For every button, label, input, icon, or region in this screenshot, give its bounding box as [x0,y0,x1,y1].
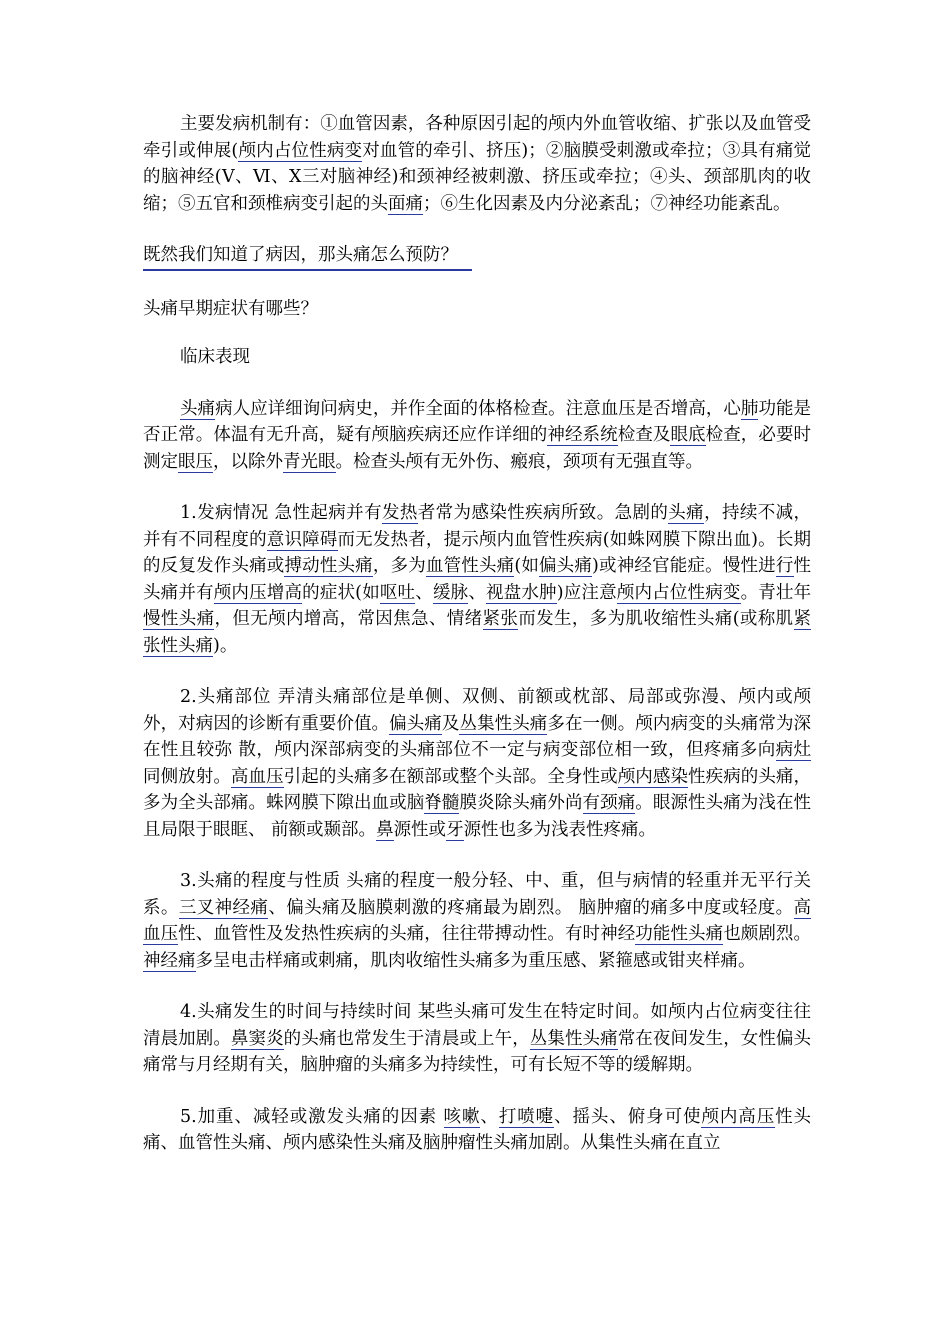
keyword-link[interactable]: 病灶 [775,740,811,760]
keyword-link[interactable]: 意识障碍 [266,529,338,550]
text: 而发生，多为肌收缩性头痛(或称肌 [518,609,794,629]
text: ；⑥生化因素及内分泌紊乱；⑦神经功能紊乱。 [423,193,791,214]
text: 同侧放射。 [143,766,231,787]
prevention-question-link[interactable]: 既然我们知道了病因，那头痛怎么预防？ [143,242,472,271]
text: 2.头痛部位 弄清头痛部位是单侧、双侧、前额或枕部、局部或弥漫、颅内或颅外，对病因的诊断有重要价值。 [143,687,811,734]
keyword-link[interactable]: 颅内高压 [701,1106,776,1127]
keyword-link[interactable]: 神经痛 [143,950,196,971]
keyword-link[interactable]: 紧张 [482,609,519,629]
document-page [143,111,811,1157]
keyword-link[interactable]: 缓脉 [432,582,469,603]
text: 而无发热者，提示颅内血管性疾病(如蛛网膜下隙出血)。长期的反复发作头痛或 [143,529,812,576]
keyword-link[interactable]: 头痛 [180,398,216,419]
keyword-link[interactable]: 高血压 [143,897,812,944]
keyword-link[interactable]: 丛集性头痛 [529,1028,618,1049]
text: 、 [468,582,486,603]
text: 。青壮年 [740,582,812,603]
keyword-link[interactable]: 呕吐 [379,582,416,603]
text: 的头痛也常发生于清晨或上午， [283,1028,530,1049]
text: 者常为感染性疾病所致。急剧的 [417,503,669,523]
keyword-link[interactable]: 高血压 [230,766,284,787]
exam-paragraph [143,396,811,476]
keyword-link[interactable]: 三叉神经痛 [178,897,269,918]
text: 、摇头、俯身可使 [554,1106,702,1127]
text: 。检查头颅有无外伤、瘢痕，颈项有无强直等。 [335,451,703,472]
location-paragraph [143,684,811,843]
text: 性疾病的头痛，多为全头部痛。蛛网膜下隙出血或脑 [143,766,812,813]
text: 的症状(如 [302,582,380,603]
text: 也颇剧烈。 [723,924,812,944]
text: 多呈电击样痛或刺痛，肌肉收缩性头痛多为重压感、紧箍感或钳夹样痛。 [195,950,756,971]
text: 4.头痛发生的时间与持续时间 某些头痛可发生在特定时间。如颅内占位病变往往清晨加剧。 [143,1002,811,1049]
text: 多在一侧。颅内病变的头痛常为深在性且较弥 散，颅内深部病变的头痛部位不一定与病变部位相一致，但疼痛多向 [143,713,812,760]
text: 源性或 [393,819,447,840]
text: 检查，必要时测定 [143,425,812,472]
text: 、偏头痛及脑膜刺激的疼痛最为剧烈。 脑肿瘤的痛多中度或轻度。 [268,897,794,918]
text: 检查及 [617,425,671,445]
keyword-link[interactable]: 颅内占位性病变 [616,582,741,603]
text: ，多为 [372,556,426,576]
keyword-link[interactable]: 面痛 [388,193,423,214]
text: 、 [415,582,433,603]
keyword-link[interactable]: 慢性头痛 [143,609,215,629]
keyword-link[interactable]: 头痛 [668,503,705,523]
text: )或神经官能症。慢性进 [592,556,776,576]
keyword-link[interactable]: 血管性头痛 [425,556,515,576]
keyword-link[interactable]: 功能性头痛 [635,924,724,944]
keyword-link[interactable]: 颅内压增高 [213,582,303,603]
text: ，但无颅内增高，常因焦急、情绪 [214,609,483,629]
text: 病人应详细询问病史，并作全面的体格检查。注意血压是否增高，心 [215,398,741,419]
text: 功能是否正常。体温有无升高，疑有颅脑疾病还应作详细的 [143,398,812,445]
keyword-link[interactable]: 鼻窦炎 [230,1028,284,1049]
keyword-link[interactable]: 发热 [381,503,418,523]
text: 1.发病情况 急性起病并有 [180,503,382,523]
keyword-link[interactable]: 紧张性头痛 [143,609,812,656]
prevention-question-paragraph [143,242,811,271]
keyword-link[interactable]: 偏头痛 [389,713,442,734]
keyword-link[interactable]: 搏动性头痛 [284,556,373,576]
text: 对血管的牵引、挤压)；②脑膜受刺激或牵拉；③具有痛觉的脑神经(Ⅴ、Ⅵ、Ⅹ三对脑神经)和颈神经被刺激、挤压或牵拉；④头、颈部肌肉的收缩；⑤五官和颈椎病变引起的头 [143,140,812,214]
keyword-link[interactable]: 肺 [740,398,759,419]
keyword-link[interactable]: 咳嗽 [443,1106,481,1127]
keyword-link[interactable]: 青光眼 [283,451,336,472]
text: 性、血管性及发热性疾病的头痛，往往带搏动性。有时神经 [178,924,636,944]
text: 膜炎除头痛外尚 [459,793,583,813]
keyword-link[interactable]: 鼻 [376,819,394,840]
early-symptoms-heading: 头痛早期症状有哪些？ [143,298,318,319]
text: (如 [514,556,539,576]
text: 5.加重、减轻或激发头痛的因素 [180,1106,444,1127]
keyword-link[interactable]: 颅内占位性病变 [238,140,363,161]
keyword-link[interactable]: 打喷嚏 [498,1106,555,1127]
keyword-link[interactable]: 眼压 [178,451,213,472]
text: 源性也多为浅表性疼痛。 [463,819,657,840]
text: 性头痛并有 [143,556,812,603]
text: 常在夜间发生，女性偏头痛常与月经期有关，脑肿瘤的头痛多为持续性，可有长短不等的缓解期。 [143,1028,812,1075]
text: ，以除外 [213,451,283,472]
text: 、 [480,1106,499,1127]
timing-paragraph [143,999,811,1079]
keyword-link[interactable]: 神经系统 [547,425,618,445]
keyword-link[interactable]: 颅内感染 [617,766,689,787]
text: 主要发病机制有：①血管因素，各种原因引起的颅内外血管收缩、扩张以及血管受牵引或伸展( [143,114,811,161]
factors-paragraph [143,1104,811,1157]
text: )。 [213,635,238,656]
keyword-link[interactable]: 牙 [446,819,464,840]
onset-paragraph [143,500,811,659]
text: 3.头痛的程度与性质 头痛的程度一般分轻、中、重，但与病情的轻重并无平行关系。 [143,871,811,918]
text: 性头痛、血管性头痛、颅内感染性头痛及脑肿瘤性头痛加剧。从集性头痛在直立 [143,1106,812,1153]
keyword-link[interactable]: 丛集性头痛 [459,713,548,734]
text: ，持续不减，并有不同程度的 [143,503,812,550]
keyword-link[interactable]: 视盘水肿 [486,582,557,603]
text: 。眼源性头痛为浅在性且局限于眼眶、 前额或颞部。 [143,793,812,840]
keyword-link[interactable]: 有颈痛 [582,793,636,813]
severity-paragraph [143,868,811,974]
clinical-heading: 临床表现 [180,347,250,367]
keyword-link[interactable]: 眼底 [670,425,706,445]
mechanism-paragraph [143,111,811,217]
keyword-link[interactable]: 脊髓 [424,793,460,813]
keyword-link[interactable]: 偏头痛 [539,556,593,576]
text: )应注意 [556,582,617,603]
keyword-link[interactable]: 行 [775,556,794,576]
text: 引起的头痛多在额部或整个头部。全身性或 [283,766,618,787]
text: 及 [441,713,460,734]
